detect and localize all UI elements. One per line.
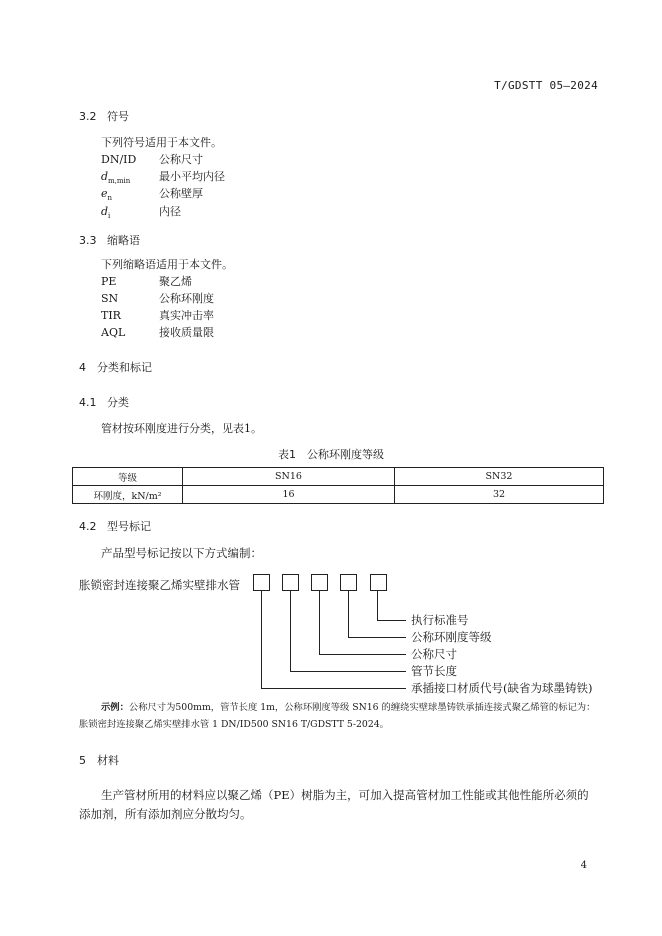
abbreviation-row xyxy=(101,290,214,306)
symbol-desc: 公称尺寸 xyxy=(159,153,203,166)
classification-text: 管材按环刚度进行分类，见表1。 xyxy=(101,422,262,435)
code-box-2 xyxy=(282,574,299,591)
materials-paragraph: 生产管材所用的材料应以聚乙烯（PE）树脂为主，可加入提高管材加工性能或其他性能所必须的添加剂，所有添加剂应分散均匀。 xyxy=(79,788,589,821)
table-row xyxy=(73,468,604,486)
connector-line xyxy=(290,671,406,672)
abbreviation-desc: 公称环刚度 xyxy=(159,292,214,305)
symbol-row xyxy=(101,168,225,185)
stiffness-grade-table xyxy=(72,467,604,504)
abbreviation-row xyxy=(101,324,214,340)
section-4-heading xyxy=(79,359,152,375)
symbol-desc: 内径 xyxy=(159,205,181,218)
connector-line xyxy=(348,591,349,638)
diagram-label: 公称环刚度等级 xyxy=(411,630,492,644)
page-number: 4 xyxy=(580,860,587,871)
section-number: 4 xyxy=(79,361,86,374)
diagram-label: 承插接口材质代号(缺省为球墨铸铁) xyxy=(411,681,593,695)
abbreviation-desc: 接收质量限 xyxy=(159,326,214,339)
diagram-label: 执行标准号 xyxy=(411,613,469,627)
connector-line xyxy=(261,591,262,689)
table-cell: SN16 xyxy=(183,468,395,486)
code-box-1 xyxy=(253,574,270,591)
abbreviation-row xyxy=(101,307,214,323)
table-cell: 16 xyxy=(183,486,395,504)
document-code: T/GDSTT 05—2024 xyxy=(494,79,598,92)
table-cell: 等级 xyxy=(73,468,183,486)
section-title: 型号标记 xyxy=(107,520,151,533)
section-number: 5 xyxy=(79,754,86,767)
code-box-4 xyxy=(340,574,357,591)
section-4-2-heading xyxy=(79,518,151,534)
section-number: 4.2 xyxy=(79,520,97,533)
connector-line xyxy=(290,591,291,672)
table-cell: 环刚度，kN/m² xyxy=(73,486,183,504)
connector-line xyxy=(377,620,406,621)
diagram-label: 管节长度 xyxy=(411,664,457,678)
connector-line xyxy=(261,688,406,689)
symbol-term: DN/ID xyxy=(101,153,137,166)
table-caption: 表1 公称环刚度等级 xyxy=(278,448,384,461)
symbol-term: $e_n$ xyxy=(101,187,113,203)
product-name: 胀锁密封连接聚乙烯实壁排水管 xyxy=(79,578,240,592)
section-title: 缩略语 xyxy=(107,234,140,247)
section-title: 材料 xyxy=(97,754,119,767)
table-cell: 32 xyxy=(395,486,604,504)
abbreviation-term: PE xyxy=(101,275,117,288)
symbol-desc: 最小平均内径 xyxy=(159,170,225,183)
designation-intro: 产品型号标记按以下方式编制： xyxy=(101,546,262,560)
abbreviation-term: AQL xyxy=(101,326,126,339)
example-label: 示例： xyxy=(101,702,129,713)
connector-line xyxy=(319,654,406,655)
section-3-2-heading xyxy=(79,108,129,124)
section-title: 符号 xyxy=(107,110,129,123)
code-box-5 xyxy=(370,574,387,591)
connector-line xyxy=(377,591,378,621)
section-5-heading xyxy=(79,752,119,768)
abbreviation-row xyxy=(101,273,192,289)
table-cell: SN32 xyxy=(395,468,604,486)
section-number: 3.2 xyxy=(79,110,97,123)
section-3-3-heading xyxy=(79,232,140,248)
abbreviation-desc: 真实冲击率 xyxy=(159,309,214,322)
section-title: 分类和标记 xyxy=(97,361,152,374)
symbol-term: $d_i$ xyxy=(101,205,111,221)
abbreviations-intro: 下列缩略语适用于本文件。 xyxy=(101,258,233,271)
example-note xyxy=(79,699,595,733)
symbol-row xyxy=(101,151,203,167)
symbol-row xyxy=(101,203,181,220)
symbol-desc: 公称壁厚 xyxy=(159,187,203,200)
section-title: 分类 xyxy=(107,396,129,409)
table-row xyxy=(73,486,604,504)
example-line-1: 示例：公称尺寸为500mm，管节长度 1m，公称环刚度等级 SN16 的缠绕实壁球墨铸铁承插连接式聚乙烯管的标记为： xyxy=(101,702,596,713)
section-number: 3.3 xyxy=(79,234,97,247)
symbol-row xyxy=(101,185,203,202)
abbreviation-term: TIR xyxy=(101,309,121,322)
section-4-1-heading xyxy=(79,394,129,410)
diagram-label: 公称尺寸 xyxy=(411,647,457,661)
abbreviation-desc: 聚乙烯 xyxy=(159,275,192,288)
example-line-2: 胀锁密封连接聚乙烯实壁排水管 1 DN/ID500 SN16 T/GDSTT 5-2024。 xyxy=(79,719,389,730)
abbreviation-term: SN xyxy=(101,292,119,305)
connector-line xyxy=(319,591,320,655)
section-number: 4.1 xyxy=(79,396,97,409)
symbol-term: $d_{m,min}$ xyxy=(101,170,131,186)
connector-line xyxy=(348,637,406,638)
code-box-3 xyxy=(311,574,328,591)
symbols-intro: 下列符号适用于本文件。 xyxy=(101,136,222,149)
